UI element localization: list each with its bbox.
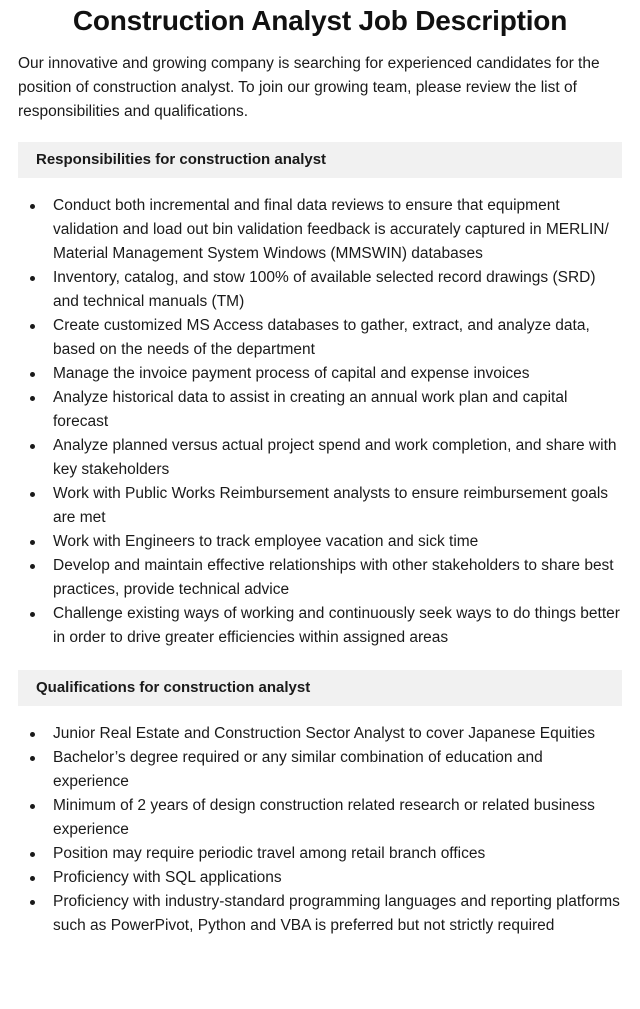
list-item: Proficiency with industry-standard programming languages and reporting platforms such as PowerPivot, Python and VBA is preferred but not strictly required	[53, 890, 622, 938]
list-item: Create customized MS Access databases to gather, extract, and analyze data, based on the needs of the department	[53, 314, 622, 362]
page-title: Construction Analyst Job Description	[72, 5, 568, 36]
intro-paragraph: Our innovative and growing company is searching for experienced candidates for the position of construction analyst. To join our growing team, please review the list of responsibilities and qualifications.	[18, 55, 600, 120]
list-item: Manage the invoice payment process of capital and expense invoices	[53, 362, 622, 386]
list-item: Work with Engineers to track employee vacation and sick time	[53, 530, 622, 554]
list-item: Analyze planned versus actual project spend and work completion, and share with key stakeholders	[53, 434, 622, 482]
list-item: Proficiency with SQL applications	[53, 866, 622, 890]
qualifications-list	[18, 722, 622, 938]
list-item: Work with Public Works Reimbursement analysts to ensure reimbursement goals are met	[53, 482, 622, 530]
list-item: Conduct both incremental and final data reviews to ensure that equipment validation and load out bin validation feedback is accurately captured in MERLIN/ Material Management System Windows (MMSWIN) databases	[53, 194, 622, 266]
qualifications-heading: Qualifications for construction analyst	[18, 670, 622, 706]
list-item: Challenge existing ways of working and continuously seek ways to do things better in order to drive greater efficiencies within assigned areas	[53, 602, 622, 650]
list-item: Inventory, catalog, and stow 100% of available selected record drawings (SRD) and technical manuals (TM)	[53, 266, 622, 314]
list-item: Minimum of 2 years of design construction related research or related business experience	[53, 794, 622, 842]
responsibilities-heading: Responsibilities for construction analyst	[18, 142, 622, 178]
list-item: Position may require periodic travel among retail branch offices	[53, 842, 622, 866]
list-item: Bachelor’s degree required or any similar combination of education and experience	[53, 746, 622, 794]
list-item: Junior Real Estate and Construction Sector Analyst to cover Japanese Equities	[53, 722, 622, 746]
responsibilities-list	[18, 194, 622, 650]
list-item: Analyze historical data to assist in creating an annual work plan and capital forecast	[53, 386, 622, 434]
list-item: Develop and maintain effective relationships with other stakeholders to share best practices, provide technical advice	[53, 554, 622, 602]
